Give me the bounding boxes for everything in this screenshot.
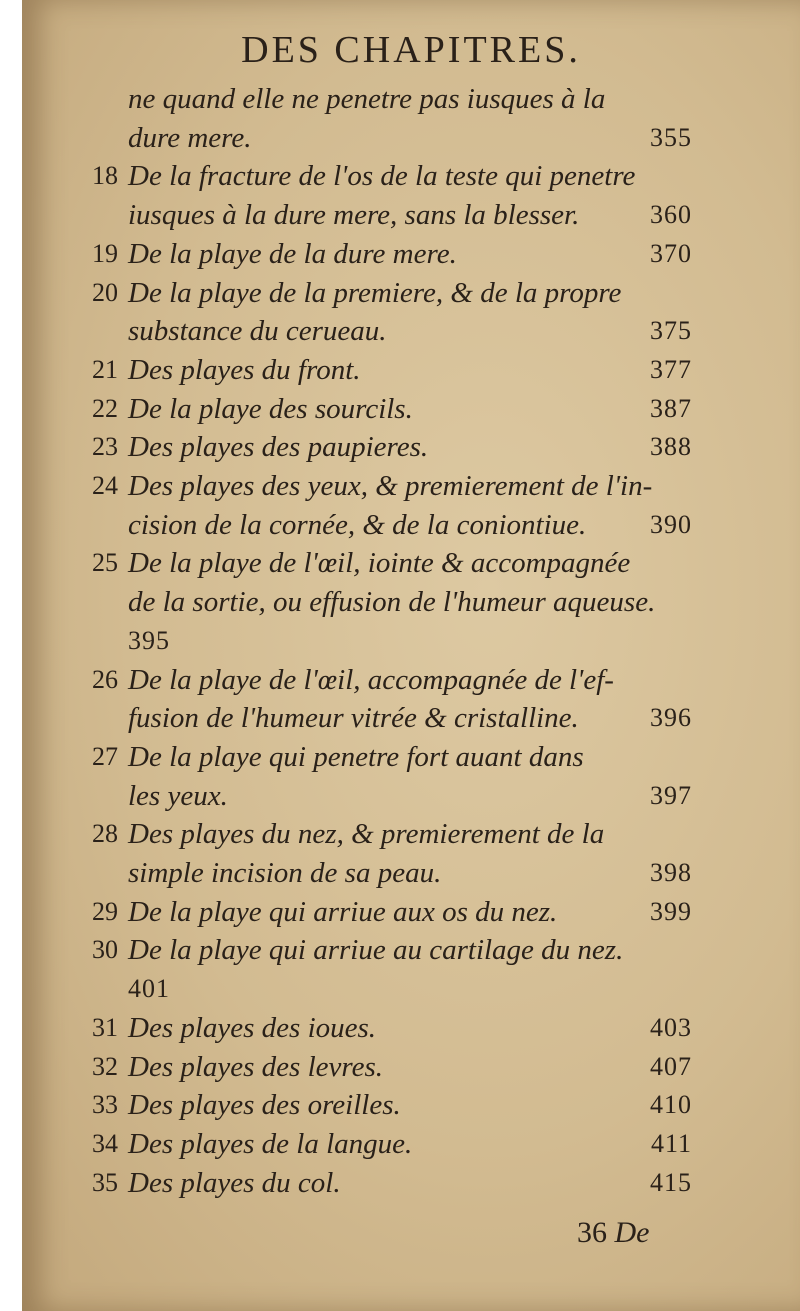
chapter-title-line: Des playes du col. [128, 1166, 341, 1199]
page-number: 388 [650, 432, 692, 462]
chapter-title [128, 1048, 692, 1087]
chapter-title-line: De la playe qui arriue au cartilage du nez. [128, 934, 624, 967]
chapter-title [128, 815, 692, 892]
chapter-title-line: Des playes des paupieres. [128, 431, 429, 464]
chapter-title [128, 738, 692, 815]
chapter-number: 31 [92, 1012, 118, 1042]
chapter-title-line: dure mere. [128, 121, 252, 154]
toc-entry [92, 235, 692, 274]
page-header: DES CHAPITRES. [241, 29, 581, 71]
chapter-title [128, 428, 692, 467]
chapter-title-line: fusion de l'humeur vitrée & cristalline. [128, 702, 579, 735]
toc-entry [92, 467, 692, 544]
page-number: 396 [650, 703, 692, 733]
chapter-number: 24 [92, 471, 118, 501]
chapter-title-line: De la playe de la dure mere. [128, 237, 457, 270]
chapter-title [128, 467, 692, 544]
toc-entry [92, 931, 692, 1008]
chapter-title-line: Des playes du nez, & premierement de la [128, 818, 605, 851]
chapter-title [128, 1009, 692, 1048]
chapter-title-line: Des playes du front. [128, 353, 361, 386]
chapter-number: 30 [92, 935, 118, 965]
toc-entry [92, 544, 692, 660]
chapter-number: 22 [92, 393, 118, 423]
toc-entry [92, 1164, 692, 1203]
chapter-title-line: De la playe qui penetre fort auant dans [128, 740, 584, 773]
table-of-contents [92, 80, 692, 1202]
chapter-title-line: De la playe de l'œil, iointe & accompagnée [128, 547, 631, 580]
page-number: 370 [650, 238, 692, 268]
page-number: 403 [650, 1012, 692, 1042]
page-number: 360 [650, 200, 692, 230]
page-number: 398 [650, 858, 692, 888]
chapter-number: 28 [92, 819, 118, 849]
page-number: 407 [650, 1051, 692, 1081]
chapter-title-line: les yeux. [128, 779, 228, 812]
toc-entry [92, 661, 692, 738]
catchword-word: De [614, 1216, 650, 1249]
toc-entry [92, 274, 692, 351]
toc-entry [92, 1009, 692, 1048]
page-number: 410 [650, 1090, 692, 1120]
chapter-title-line: Des playes de la langue. [128, 1127, 413, 1160]
chapter-title [128, 390, 692, 429]
chapter-title-line: Des playes des oreilles. [128, 1089, 401, 1122]
toc-entry [92, 1086, 692, 1125]
chapter-title-line: simple incision de sa peau. [128, 857, 442, 890]
page-number: 375 [650, 316, 692, 346]
chapter-title [128, 1164, 692, 1203]
chapter-title-line: De la playe qui arriue aux os du nez. [128, 895, 558, 928]
page-number: 401 [128, 974, 170, 1004]
catchword [577, 1216, 649, 1250]
book-page [22, 0, 800, 1311]
catchword-number: 36 [577, 1216, 607, 1249]
chapter-number: 21 [92, 354, 118, 384]
chapter-number: 23 [92, 432, 118, 462]
chapter-title [128, 80, 692, 157]
chapter-title-line: Des playes des ioues. [128, 1011, 377, 1044]
chapter-title [128, 157, 692, 234]
toc-entry [92, 390, 692, 429]
chapter-title-line: cision de la cornée, & de la coniontiue. [128, 508, 587, 541]
chapter-title [128, 1125, 692, 1164]
chapter-title-line: substance du cerueau. [128, 315, 387, 348]
chapter-title-line: De la playe de la premiere, & de la propre [128, 276, 622, 309]
page-number: 390 [650, 509, 692, 539]
toc-entry [92, 428, 692, 467]
toc-entry [92, 893, 692, 932]
chapter-title [128, 931, 692, 1008]
chapter-title [128, 661, 692, 738]
chapter-number: 25 [92, 548, 118, 578]
chapter-title-line: Des playes des levres. [128, 1050, 384, 1083]
chapter-title-line: de la sortie, ou effusion de l'humeur aqueuse. [128, 586, 656, 619]
toc-entry [92, 157, 692, 234]
page-number: 411 [650, 1128, 692, 1158]
chapter-title [128, 893, 692, 932]
chapter-number: 32 [92, 1051, 118, 1081]
chapter-number: 34 [92, 1128, 118, 1158]
page-number: 397 [650, 780, 692, 810]
chapter-title-line: De la playe de l'œil, accompagnée de l'ef- [128, 663, 614, 696]
chapter-title [128, 351, 692, 390]
toc-entry [92, 1048, 692, 1087]
chapter-title [128, 544, 692, 660]
chapter-title [128, 1086, 692, 1125]
page-number: 387 [650, 393, 692, 423]
chapter-title-line: De la fracture de l'os de la teste qui penetre [128, 160, 636, 193]
toc-entry [92, 80, 692, 157]
chapter-number: 26 [92, 664, 118, 694]
toc-entry [92, 815, 692, 892]
chapter-number: 19 [92, 238, 118, 268]
chapter-number: 20 [92, 277, 118, 307]
toc-entry [92, 351, 692, 390]
chapter-number: 18 [92, 161, 118, 191]
page-number: 415 [650, 1167, 692, 1197]
page-number: 355 [650, 122, 692, 152]
chapter-number: 29 [92, 896, 118, 926]
chapter-number: 27 [92, 741, 118, 771]
toc-entry [92, 738, 692, 815]
chapter-title-line: De la playe des sourcils. [128, 392, 413, 425]
chapter-title-line: Des playes des yeux, & premierement de l'in- [128, 470, 653, 503]
page-number: 377 [650, 354, 692, 384]
toc-entry [92, 1125, 692, 1164]
chapter-title-line: ne quand elle ne penetre pas iusques à la [128, 83, 606, 115]
page-number: 399 [650, 896, 692, 926]
chapter-title [128, 274, 692, 351]
chapter-number: 35 [92, 1167, 118, 1197]
chapter-number: 33 [92, 1090, 118, 1120]
chapter-number [92, 80, 128, 157]
chapter-title [128, 235, 692, 274]
page-number: 395 [128, 625, 170, 655]
chapter-title-line: iusques à la dure mere, sans la blesser. [128, 199, 580, 232]
